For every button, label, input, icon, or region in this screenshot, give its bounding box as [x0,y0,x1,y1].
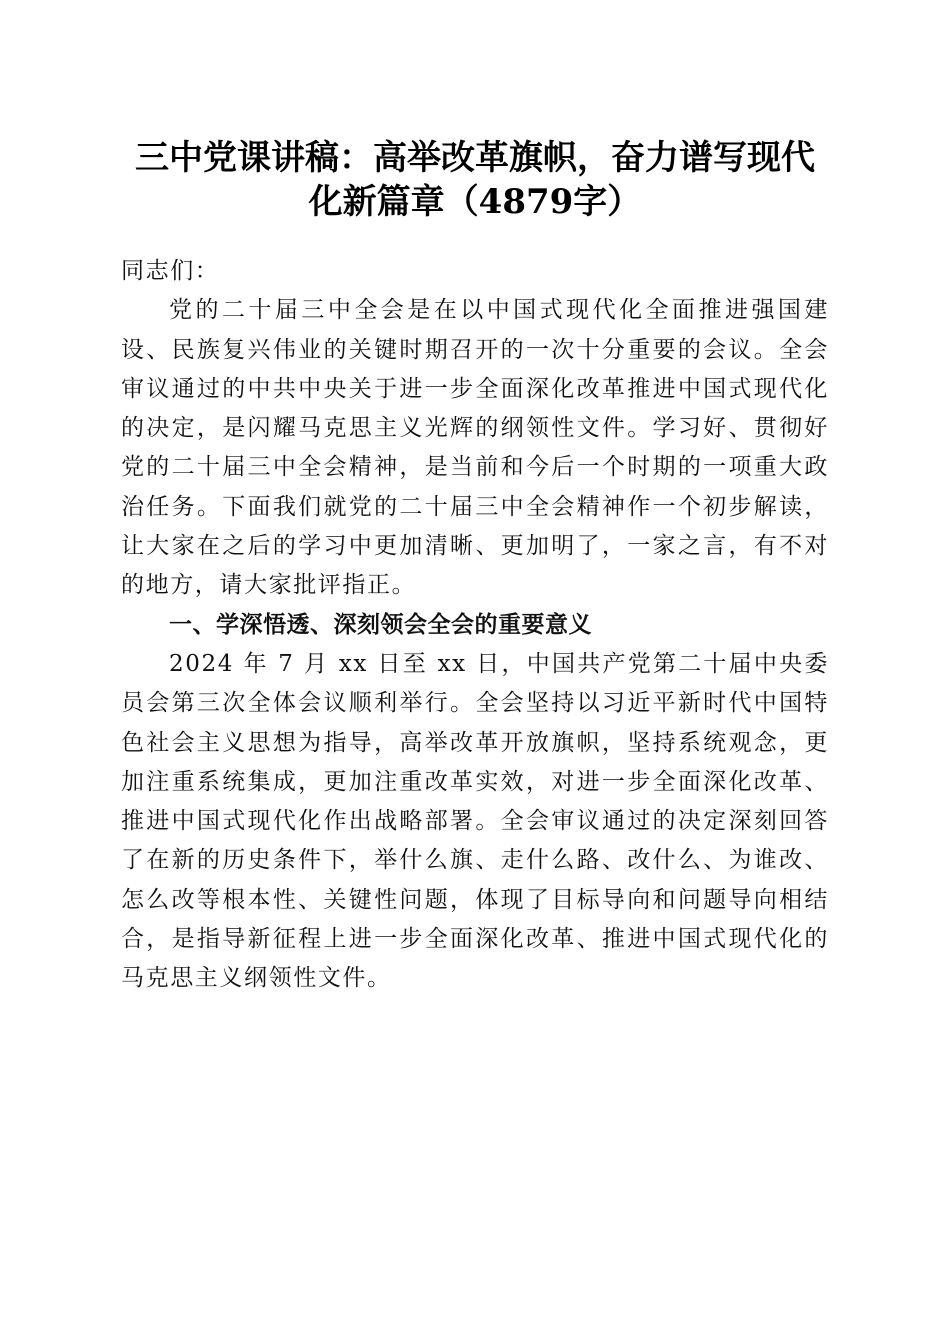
section-heading-1: 一、学深悟透、深刻领会全会的重要意义 [169,611,592,638]
title-line-1: 三中党课讲稿：高举改革旗帜，奋力谱写现代 [135,138,815,178]
paragraph-2: 2024 年 7 月 xx 日至 xx 日，中国共产党第二十届中央委员会第三次全体会议顺利举行。全会坚持以习近平新时代中国特色社会主义思想为指导，高举改革开放旗帜，坚持系统观念，更加注重系统集成，更加注重改革实效，对进一步全面深化改革、推进中国式现代化作出战略部署。全会审议通过的决定深刻回答了在新的历史条件下，举什么旗、走什么路、改什么、为谁改、怎么改等根本性、关键性问题，体现了目标导向和问题导向相结合，是指导新征程上进一步全面深化改革、推进中国式现代化的马克思主义纲领性文件。 [121,650,829,992]
document-title [100,136,850,224]
salutation: 同志们： [121,258,220,284]
document-body [121,252,829,999]
paragraph-1: 党的二十届三中全会是在以中国式现代化全面推进强国建设、民族复兴伟业的关键时期召开的一次十分重要的会议。全会审议通过的中共中央关于进一步全面深化改革推进中国式现代化的决定，是闪耀马克思主义光辉的纲领性文件。学习好、贯彻好党的二十届三中全会精神，是当前和今后一个时期的一项重大政治任务。下面我们就党的二十届三中全会精神作一个初步解读，让大家在之后的学习中更加清晰、更加明了，一家之言，有不对的地方，请大家批评指正。 [121,297,829,599]
title-line-2: 化新篇章（4879字） [308,182,642,222]
